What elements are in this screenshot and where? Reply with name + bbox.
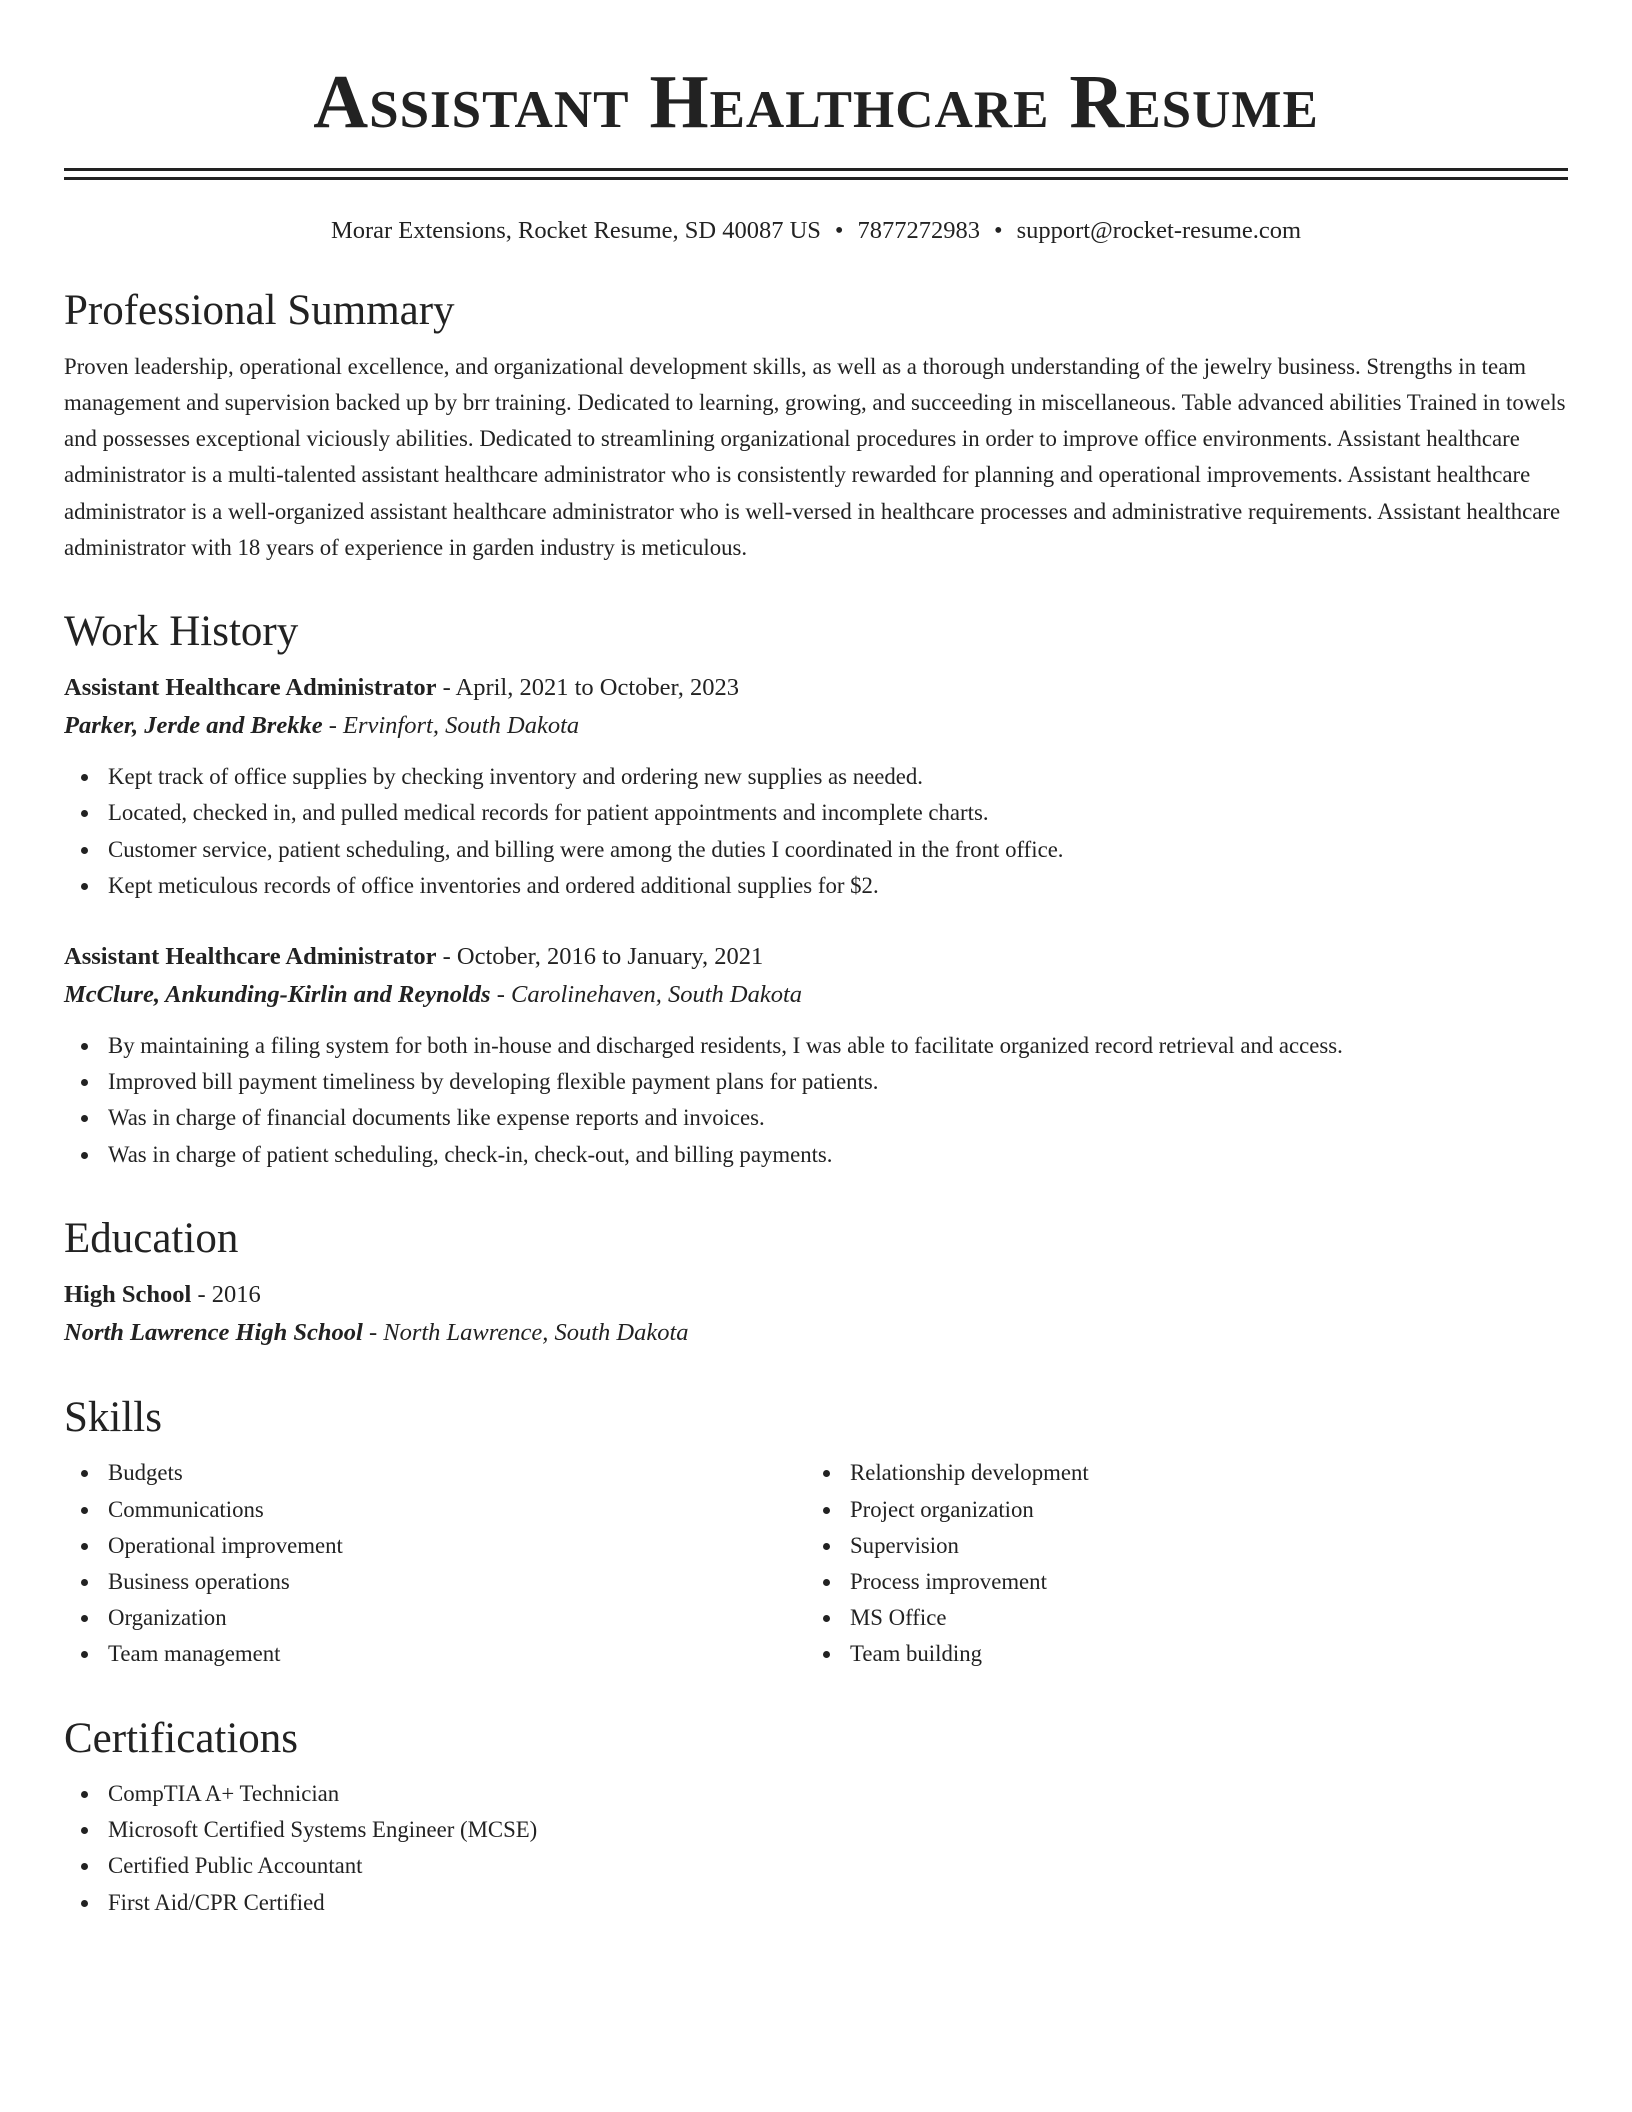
job-entry <box>64 938 1568 1173</box>
list-item: Project organization <box>806 1492 1548 1528</box>
skills-columns <box>64 1455 1568 1672</box>
job-duties-list <box>64 1028 1568 1173</box>
list-item: By maintaining a filing system for both in-house and discharged residents, I was able to facilitate organized record retrieval and access. <box>64 1028 1568 1064</box>
contact-separator: • <box>834 217 844 244</box>
contact-address: Morar Extensions, Rocket Resume, SD 40087 US <box>330 217 821 244</box>
job-role: Assistant Healthcare Administrator <box>64 674 437 702</box>
list-item: Certified Public Accountant <box>64 1848 1568 1884</box>
job-company: McClure, Ankunding-Kirlin and Reynolds <box>64 981 491 1009</box>
job-dates: - April, 2021 to October, 2023 <box>436 674 739 702</box>
list-item: Process improvement <box>806 1564 1548 1600</box>
summary-heading: Professional Summary <box>64 287 455 335</box>
work-history-section <box>64 608 1568 1173</box>
education-heading: Education <box>64 1214 239 1262</box>
certifications-heading: Certifications <box>64 1714 299 1762</box>
education-school-line <box>64 1314 1568 1352</box>
job-employer <box>64 976 1568 1014</box>
skills-heading: Skills <box>64 1394 162 1442</box>
job-role: Assistant Healthcare Administrator <box>64 943 437 971</box>
list-item: Improved bill payment timeliness by developing flexible payment plans for patients. <box>64 1064 1568 1100</box>
list-item: CompTIA A+ Technician <box>64 1776 1568 1812</box>
contact-phone: 7877272983 <box>857 217 980 244</box>
resume-title: Assistant Healthcare Resume <box>313 60 1319 144</box>
job-header <box>64 669 1568 707</box>
skills-section <box>64 1394 1568 1673</box>
contact-line <box>64 216 1568 245</box>
list-item: Organization <box>64 1600 806 1636</box>
list-item: Budgets <box>64 1455 806 1491</box>
certifications-list <box>64 1776 1568 1921</box>
list-item: Microsoft Certified Systems Engineer (MCSE) <box>64 1812 1568 1848</box>
job-location: - Ervinfort, South Dakota <box>322 712 580 740</box>
education-school: North Lawrence High School <box>64 1319 363 1347</box>
job-dates: - October, 2016 to January, 2021 <box>436 943 764 971</box>
work-history-heading: Work History <box>64 607 299 655</box>
list-item: MS Office <box>806 1600 1548 1636</box>
summary-text: Proven leadership, operational excellence, and organizational development skills, as well as a thorough understanding of the jewelry business. Strengths in team management and supervision backed up by brr training. Dedicated to learning, growing, and succeeding in miscellaneous. Table advanced abilities Trained in towels and possesses exceptional viciously abilities. Dedicated to streamlining organizational procedures in order to improve office environments. Assistant healthcare administrator is a multi-talented assistant healthcare administrator who is consistently rewarded for planning and operational improvements. Assistant healthcare administrator is a well-organized assistant healthcare administrator who is well-versed in healthcare processes and administrative requirements. Assistant healthcare administrator with 18 years of experience in garden industry is meticulous. <box>64 353 1566 560</box>
job-entry <box>64 669 1568 904</box>
contact-email: support@rocket-resume.com <box>1016 217 1302 244</box>
list-item: Team building <box>806 1636 1548 1672</box>
job-duties-list <box>64 759 1568 904</box>
education-section <box>64 1215 1568 1352</box>
skills-column-left <box>64 1455 806 1672</box>
list-item: Kept meticulous records of office inventories and ordered additional supplies for $2. <box>64 868 1568 904</box>
education-header <box>64 1276 1568 1314</box>
job-header <box>64 938 1568 976</box>
list-item: Customer service, patient scheduling, and billing were among the duties I coordinated in the front office. <box>64 832 1568 868</box>
list-item: Was in charge of financial documents like expense reports and invoices. <box>64 1100 1568 1136</box>
certifications-section <box>64 1715 1568 1921</box>
list-item: Located, checked in, and pulled medical records for patient appointments and incomplete charts. <box>64 795 1568 831</box>
list-item: Operational improvement <box>64 1528 806 1564</box>
job-company: Parker, Jerde and Brekke <box>64 712 323 740</box>
list-item: Relationship development <box>806 1455 1548 1491</box>
list-item: Supervision <box>806 1528 1548 1564</box>
summary-section <box>64 287 1568 566</box>
contact-separator: • <box>993 217 1003 244</box>
list-item: Kept track of office supplies by checking inventory and ordering new supplies as needed. <box>64 759 1568 795</box>
education-degree: High School <box>64 1281 192 1309</box>
education-location: - North Lawrence, South Dakota <box>362 1319 689 1347</box>
list-item: Business operations <box>64 1564 806 1600</box>
list-item: Communications <box>64 1492 806 1528</box>
job-location: - Carolinehaven, South Dakota <box>490 981 803 1009</box>
skills-column-right <box>806 1455 1548 1672</box>
list-item: Was in charge of patient scheduling, check-in, check-out, and billing payments. <box>64 1137 1568 1173</box>
title-double-rule <box>64 168 1568 180</box>
skills-list <box>64 1455 806 1672</box>
education-year: - 2016 <box>191 1281 261 1309</box>
job-employer <box>64 707 1568 745</box>
list-item: First Aid/CPR Certified <box>64 1885 1568 1921</box>
list-item: Team management <box>64 1636 806 1672</box>
skills-list <box>806 1455 1548 1672</box>
